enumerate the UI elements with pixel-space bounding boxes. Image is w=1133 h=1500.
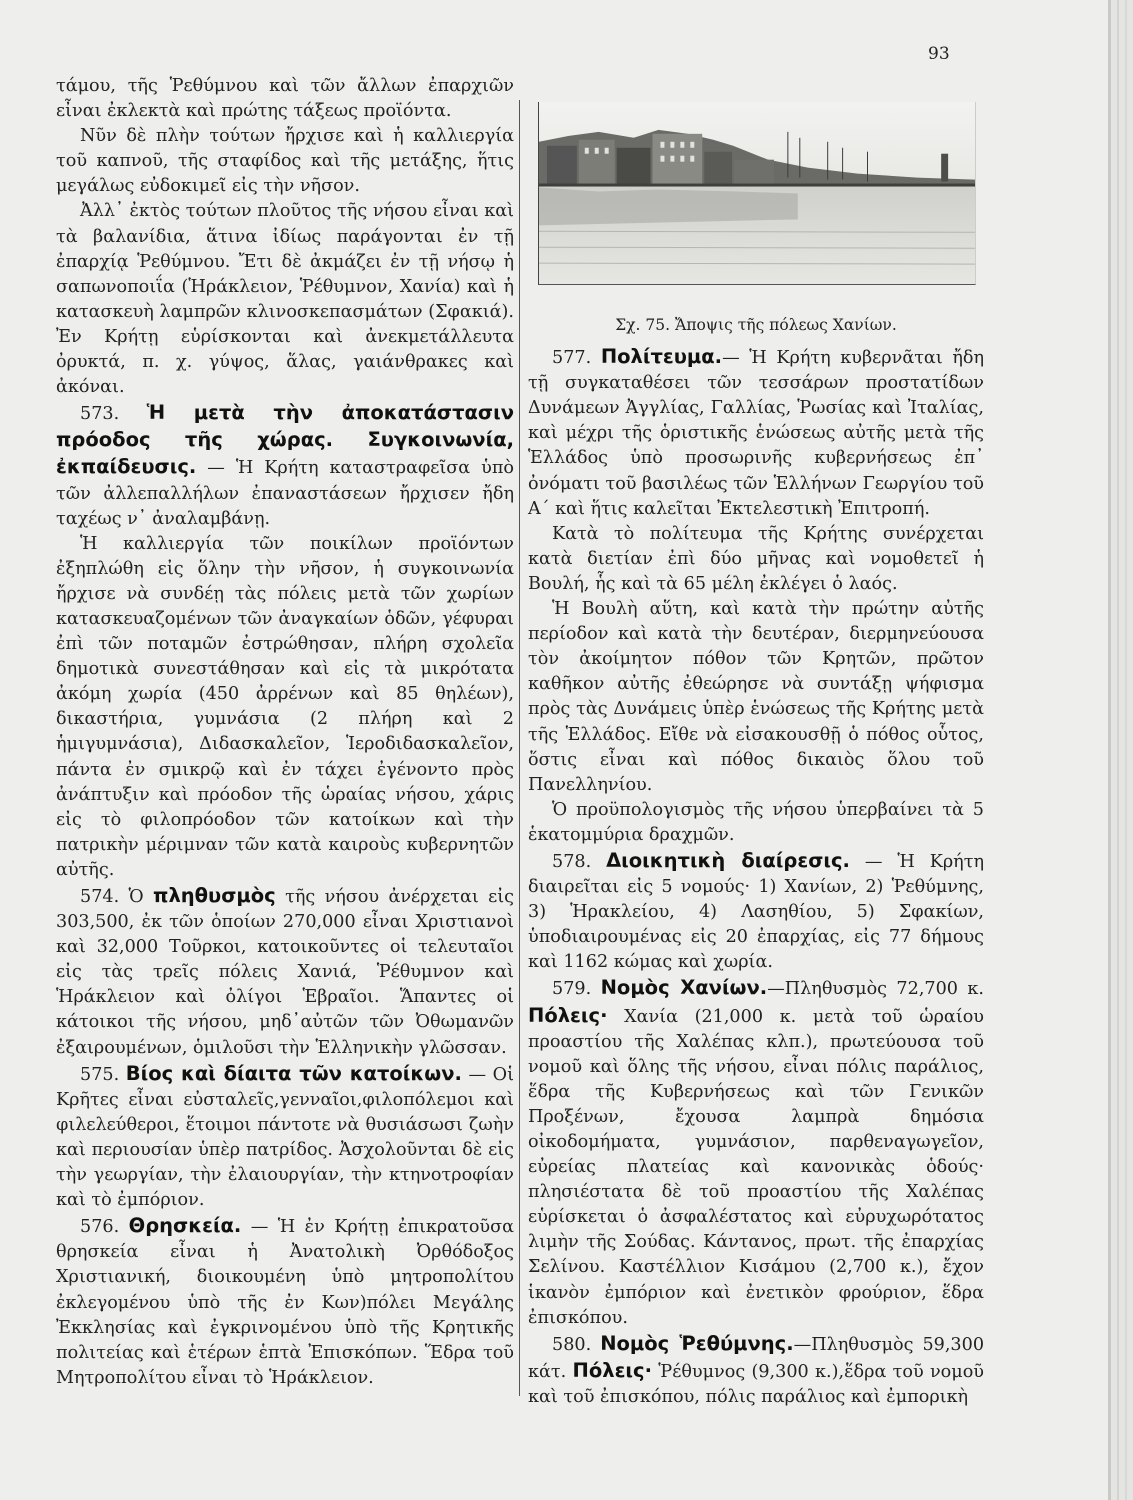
- figure-caption: Σχ. 75. Ἄποψις τῆς πόλεως Χανίων.: [615, 316, 897, 334]
- section-subheading: Πόλεις·: [572, 1358, 652, 1382]
- paragraph: Ἀλλ᾽ ἐκτὸς τούτων πλοῦτος τῆς νήσου εἶναι καὶ τὰ βαλανίδια, ἅτινα ἰδίως παράγονται ἐν τῇ ἐπαρχίᾳ Ῥεθύμνου. Ἔτι δὲ ἀκμάζει ἐν τῇ νήσῳ ἡ σαπωνοποιΐα (Ἡράκλειον, Ῥέθυμνον, Χανία) καὶ ἡ κατασκευὴ λαμπρῶν κλινοσκεπασμάτων (Σφακιά). Ἐν Κρήτῃ εὑρίσκονται καὶ ἀνεκμετάλλευτα ὀρυκτά, π. χ. γύψος, ἅλας, γαιάνθρακες καὶ ἀκόναι.: [56, 201, 514, 398]
- page-edge: [1125, 0, 1127, 1500]
- section-number: 574.: [80, 887, 120, 907]
- section-number: 580.: [552, 1334, 592, 1355]
- section-heading: Νομὸς Ῥεθύμνης.: [600, 1331, 794, 1355]
- right-column: [528, 74, 984, 1410]
- section-text: Χανία (21,000 κ. μετὰ τοῦ ὡραίου προαστίου τῆς Χαλέπας κλπ.), πρωτεύουσα τοῦ νομοῦ καὶ ὅλης τῆς νήσου, εἶναι πόλις παράλιος, ἕδρα τῆς Κυβερνήσεως καὶ τῶν Γενικῶν Προξένων, ἔχουσα λαμπρὰ δημόσια οἰκοδομήματα, γυμνάσιον, παρθεναγωγεῖον, εὐρείας πλατείας καὶ κανονικὰς ὁδούς· πλησιέστατα δὲ τοῦ προαστίου τῆς Χαλέπας εὑρίσκεται ὁ ἀσφαλέστατος καὶ εὐρυχωρότατος λιμὴν τῆς Σούδας. Κάντανος, πρωτ. τῆς ἐπαρχίας Σελίνου. Καστέλλιον Κισάμου (2,700 κ.), ἔχον ἱκανὸν ἐμπόριον καὶ ἐνετικὸν φρούριον, ἕδρα ἐπισκόπου.: [528, 1006, 984, 1328]
- section-heading: πληθυσμὸς: [153, 884, 276, 907]
- left-column: [56, 74, 514, 1391]
- page-edge: [1108, 0, 1111, 1500]
- section-574: [56, 883, 514, 1061]
- section-heading: Πολίτευμα.: [600, 345, 723, 369]
- section-576: [56, 1213, 514, 1391]
- section-text: — Οἱ Κρῆτες εἶναι εὐσταλεῖς,γενναῖοι,φιλοπόλεμοι καὶ φιλελεύθεροι, ἕτοιμοι πάντοτε νὰ θυσιάσωσι ζωὴν καὶ περιουσίαν ὑπὲρ πατρίδος. Ἀσχολοῦνται δὲ εἰς τὴν γεωργίαν, τὴν ἐλαιουργίαν, τὴν κτηνοτροφίαν καὶ τὸ ἐμπόριον.: [56, 1064, 514, 1211]
- section-580: [528, 1331, 984, 1410]
- section-text: — Ἡ Κρήτη καταστραφεῖσα ὑπὸ τῶν ἀλλεπαλλήλων ἐπαναστάσεων ἤρχισεν ἤδη ταχέως ν᾽ ἀναλαμβάνῃ.: [56, 458, 514, 529]
- paragraph: Κατὰ τὸ πολίτευμα τῆς Κρήτης συνέρχεται κατὰ διετίαν ἐπὶ δύο μῆνας καὶ νομοθετεῖ ἡ Βουλή, ἧς καὶ τὰ 65 μέλη ἐκλέγει ὁ λαός.: [528, 523, 984, 594]
- section-heading: Θρησκεία.: [128, 1214, 242, 1238]
- section-575: [56, 1061, 514, 1214]
- section-573: [56, 400, 514, 531]
- section-subheading: Πόλεις·: [528, 1003, 608, 1027]
- section-578: [528, 848, 984, 975]
- section-text: Ὁ: [119, 887, 154, 907]
- paragraph: Νῦν δὲ πλὴν τούτων ἤρχισε καὶ ἡ καλλιεργία τοῦ καπνοῦ, τῆς σταφίδος καὶ τῆς μετάξης, ἥτις μεγάλως εὐδοκιμεῖ εἰς τὴν νῆσον.: [56, 126, 514, 197]
- section-text: — Ἡ Κρήτη κυβερνᾶται ἤδη τῇ συγκαταθέσει τῶν τεσσάρων προστατίδων Δυνάμεων Ἀγγλίας, Γαλλίας, Ῥωσίας καὶ Ἰταλίας, καὶ μέχρι τῆς ὁριστικῆς ἑνώσεως αὐτῆς μετὰ τῆς Ἑλλάδος ὑπὸ προσωρινῆς κυβερνήσεως ἐπ᾽ ὀνόματι τοῦ βασιλέως τῶν Ἑλλήνων Γεωργίου τοῦ Α´ καὶ ἥτις καλεῖται Ἐκτελεστικὴ Ἐπιτροπή.: [528, 348, 984, 519]
- section-number: 579.: [552, 979, 592, 1000]
- section-heading: Διοικητικὴ διαίρεσις.: [606, 848, 850, 872]
- section-heading: Ἡ μετὰ τὴν ἀποκατάστασιν πρόοδος τῆς χώρας. Συγκοινωνία, ἐκπαίδευσις.: [56, 401, 514, 479]
- paragraph: Ὁ προϋπολογισμὸς τῆς νήσου ὑπερβαίνει τὰ 5 ἑκατομμύρια δραχμῶν.: [528, 799, 984, 845]
- page-number: 93: [928, 44, 950, 64]
- section-579: [528, 975, 984, 1330]
- section-text: τῆς νήσου ἀνέρχεται εἰς 303,500, ἐκ τῶν ὁποίων 270,000 εἶναι Χριστιανοὶ καὶ 32,000 Τοῦρκοι, κατοικοῦντες οἱ τελευταῖοι εἰς τὰς τρεῖς πόλεις Χανιά, Ῥέθυμνον καὶ Ἡράκλειον καὶ ὀλίγοι Ἑβραῖοι. Ἅπαντες οἱ κάτοικοι τῆς νήσου, μηδ᾽αὐτῶν τῶν Ὀθωμανῶν ἐξαιρουμένων, ὁμιλοῦσι τὴν Ἑλληνικὴν γλῶσσαν.: [56, 887, 514, 1058]
- section-text: — Ἡ Κρήτη διαιρεῖται εἰς 5 νομούς· 1) Χανίων, 2) Ῥεθύμνης, 3) Ἡρακλείου, 4) Λασηθίου, 5) Σφακίων, ὑποδιαιρουμένας εἰς 20 ἐπαρχίας, εἰς 77 δήμους καὶ 1162 κώμας καὶ χωρία.: [528, 851, 985, 973]
- section-number: 573.: [80, 404, 120, 425]
- section-number: 575.: [80, 1064, 120, 1085]
- section-number: 578.: [552, 851, 592, 872]
- section-heading: Βίος καὶ δίαιτα τῶν κατοίκων.: [125, 1061, 462, 1085]
- paragraph: Ἡ καλλιεργία τῶν ποικίλων προϊόντων ἐξηπλώθη εἰς ὅλην τὴν νῆσον, ἡ συγκοινωνία ἤρχισε νὰ συνδέῃ τὰς πόλεις μετὰ τῶν χωρίων κατασκευαζομένων τῶν ἀναγκαίων ὁδῶν, γέφυραι ἐπὶ τῶν ποταμῶν ἐστρώθησαν, πλήρη σχολεῖα δημοτικὰ συνεστάθησαν καὶ εἰς τὰ μικρότατα ἀκόμη χωρία (450 ἀρρένων καὶ 85 θηλέων), δικαστήρια, γυμνάσια (2 πλήρη καὶ 2 ἡμιγυμνάσια), Διδασκαλεῖον, Ἱεροδιδασκαλεῖον, πάντα ἐν σμικρῷ καὶ ἐν τάχει ἐγένοντο πρὸς ἀνάπτυξιν καὶ πρόοδον τῆς ὡραίας νήσου, χάρις εἰς τὸ φιλοπρόοδον τῶν κατοίκων καὶ τὴν πατρικὴν μέριμναν τῶν κατὰ καιροὺς κυβερνητῶν αὐτῆς.: [56, 533, 514, 880]
- page-edge: [1117, 0, 1119, 1500]
- section-text: —Πληθυσμὸς 72,700 κ.: [767, 979, 984, 1000]
- section-text: — Ἡ ἐν Κρήτῃ ἐπικρατοῦσα θρησκεία εἶναι ἡ Ἀνατολικὴ Ὀρθόδοξος Χριστιανική, διοικουμένη ὑπὸ μητροπολίτου ἐκλεγομένου ὑπὸ τῆς ἐν Κων)πόλει Μεγάλης Ἐκκλησίας καὶ ἐγκρινομένου ὑπὸ τῆς Κρητικῆς πολιτείας καὶ ἑτέρων ἑπτὰ Ἐπισκόπων. Ἕδρα τοῦ Μητροπολίτου εἶναι τὸ Ἡράκλειον.: [56, 1217, 514, 1388]
- section-text: —Πληθυσμὸς 59,300 κάτ.: [528, 1334, 985, 1382]
- section-heading: Νομὸς Χανίων.: [600, 976, 768, 1000]
- paragraph: Ἡ Βουλὴ αὕτη, καὶ κατὰ τὴν πρώτην αὐτῆς περίοδον καὶ κατὰ τὴν δευτέραν, διερμηνεύουσα τὸν ἀκοίμητον πόθον τῶν Κρητῶν, πρῶτον καθῆκον αὐτῆς ἐθεώρησε νὰ συντάξῃ ψήφισμα πρὸς τὰς Δυνάμεις ὑπὲρ ἑνώσεως τῆς Κρήτης μετὰ τῆς Ἑλλάδος. Εἴθε νὰ εἰσακουσθῇ ὁ πόθος οὗτος, ὅστις εἶναι καὶ πόθος δικαιὸς ὅλου τοῦ Πανελληνίου.: [528, 599, 984, 795]
- section-577: [528, 344, 984, 522]
- section-number: 576.: [80, 1217, 120, 1238]
- column-divider: [519, 100, 520, 1396]
- paragraph: τάμου, τῆς Ῥεθύμνου καὶ τῶν ἄλλων ἐπαρχιῶν εἶναι ἐκλεκτὰ καὶ πρώτης τάξεως προϊόντα.: [56, 76, 514, 122]
- section-number: 577.: [552, 348, 592, 369]
- section-text: Ῥέθυμνος (9,300 κ.),ἕδρα τοῦ νομοῦ καὶ τοῦ ἐπισκόπου, πόλις παράλιος καὶ ἐμπορικὴ: [528, 1361, 984, 1407]
